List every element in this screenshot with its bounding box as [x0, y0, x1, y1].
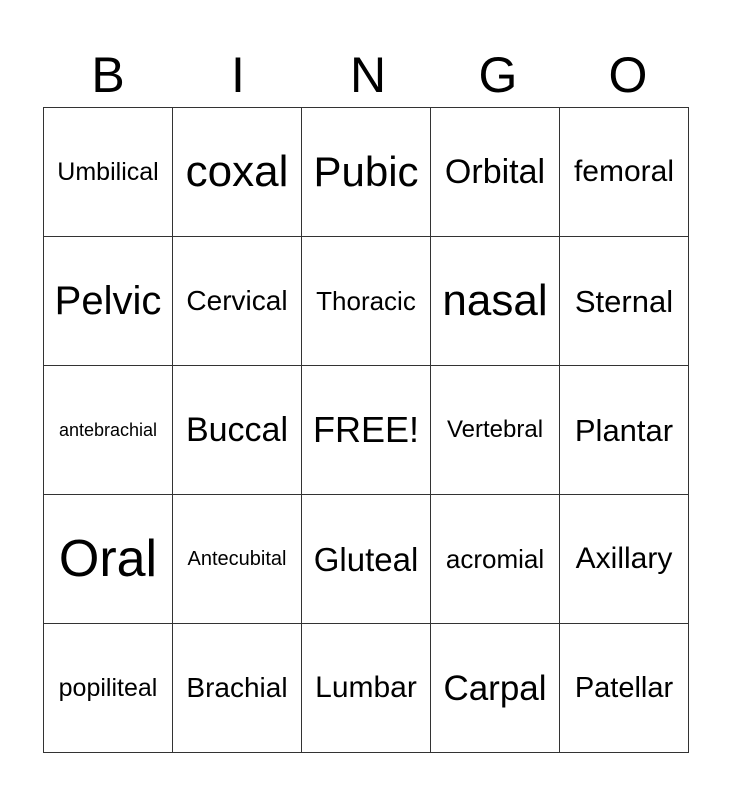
- bingo-cell[interactable]: Axillary: [560, 495, 689, 624]
- bingo-cell[interactable]: Pubic: [302, 108, 431, 237]
- board-row: [44, 366, 689, 495]
- header-letter-o: O: [608, 47, 648, 103]
- bingo-cell[interactable]: Thoracic: [302, 237, 431, 366]
- bingo-header: [43, 44, 693, 106]
- board-row: [44, 237, 689, 366]
- header-letter-g: G: [478, 47, 518, 103]
- bingo-cell[interactable]: coxal: [173, 108, 302, 237]
- bingo-cell[interactable]: Cervical: [173, 237, 302, 366]
- bingo-cell[interactable]: Brachial: [173, 624, 302, 753]
- header-letter-i: I: [231, 47, 245, 103]
- bingo-cell[interactable]: Sternal: [560, 237, 689, 366]
- board-row: [44, 624, 689, 753]
- board-row: [44, 495, 689, 624]
- bingo-cell[interactable]: Pelvic: [44, 237, 173, 366]
- bingo-cell[interactable]: popiliteal: [44, 624, 173, 753]
- bingo-cell[interactable]: Antecubital: [173, 495, 302, 624]
- bingo-cell[interactable]: Orbital: [431, 108, 560, 237]
- bingo-cell[interactable]: Oral: [44, 495, 173, 624]
- bingo-cell[interactable]: Buccal: [173, 366, 302, 495]
- header-letter-n: N: [349, 47, 387, 103]
- bingo-cell[interactable]: FREE!: [302, 366, 431, 495]
- bingo-board: [43, 107, 689, 753]
- bingo-cell[interactable]: Umbilical: [44, 108, 173, 237]
- bingo-cell[interactable]: acromial: [431, 495, 560, 624]
- header-letter-b: B: [91, 47, 125, 103]
- bingo-cell[interactable]: nasal: [431, 237, 560, 366]
- bingo-cell[interactable]: Vertebral: [431, 366, 560, 495]
- bingo-cell[interactable]: Lumbar: [302, 624, 431, 753]
- board-row: [44, 108, 689, 237]
- bingo-cell[interactable]: Gluteal: [302, 495, 431, 624]
- bingo-cell[interactable]: Patellar: [560, 624, 689, 753]
- bingo-cell[interactable]: Plantar: [560, 366, 689, 495]
- bingo-cell[interactable]: antebrachial: [44, 366, 173, 495]
- bingo-cell[interactable]: femoral: [560, 108, 689, 237]
- bingo-cell[interactable]: Carpal: [431, 624, 560, 753]
